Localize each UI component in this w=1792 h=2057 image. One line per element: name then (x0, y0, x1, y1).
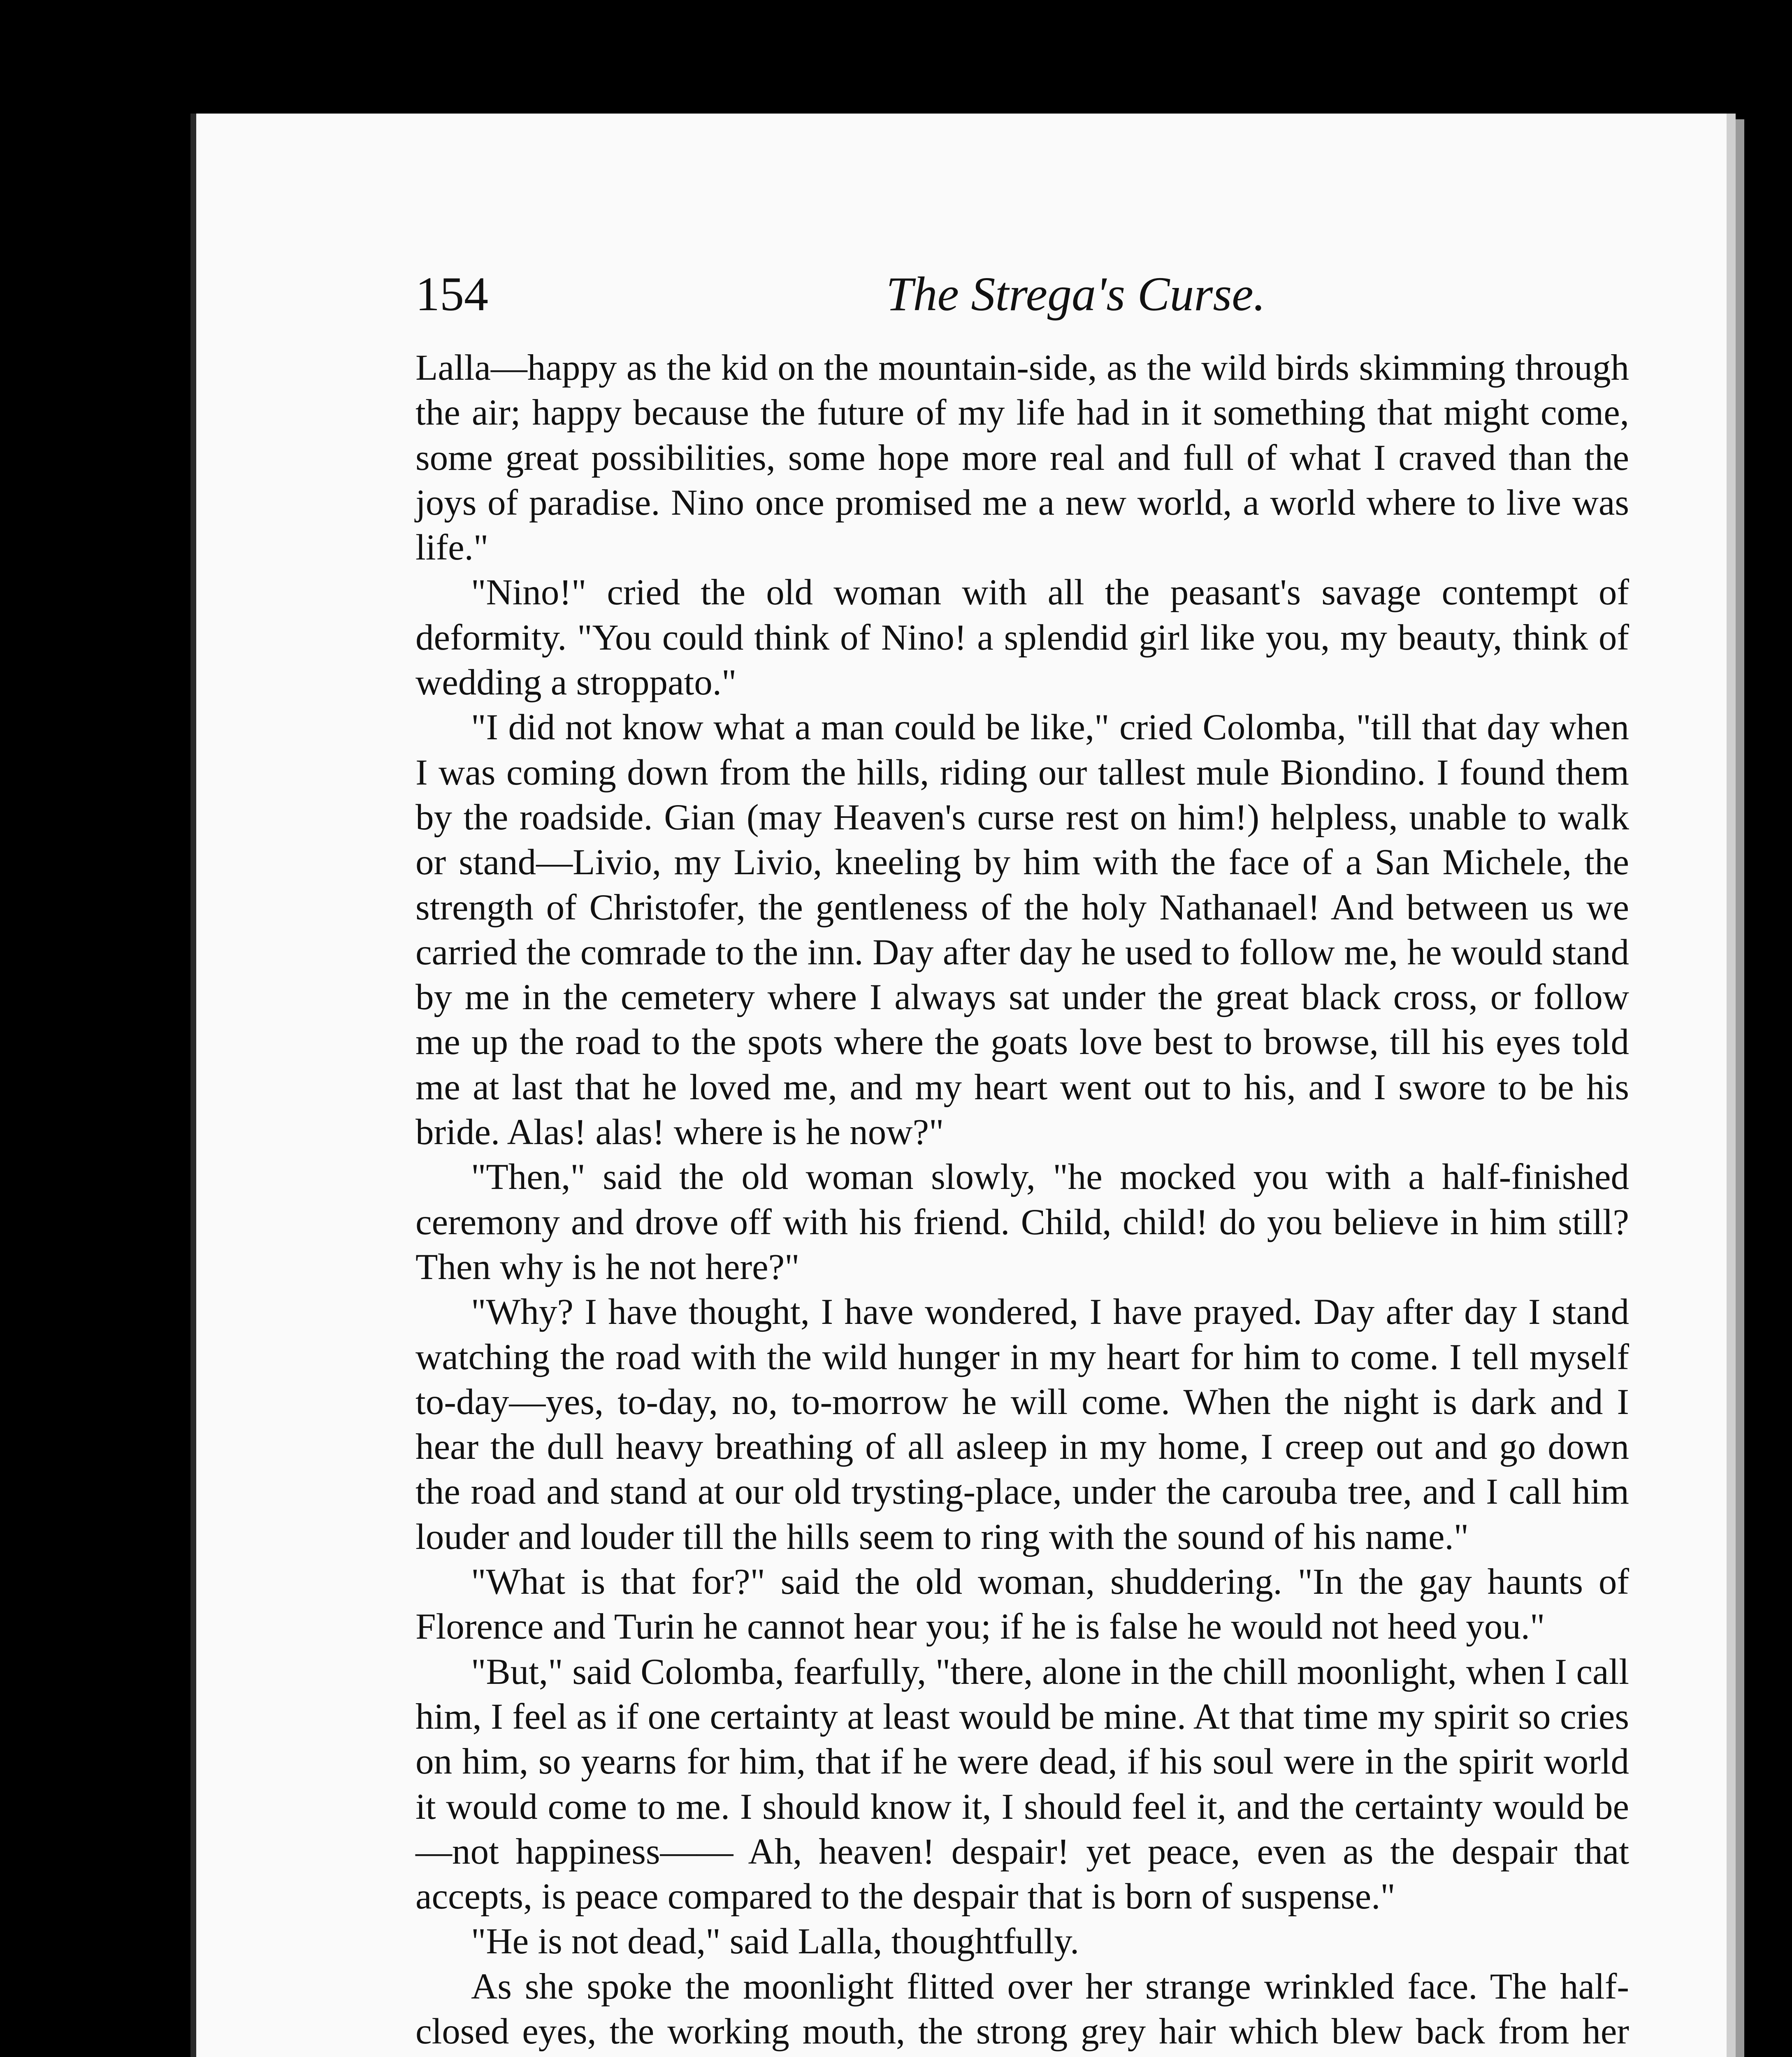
page-number: 154 (416, 267, 488, 321)
paragraph: "Why? I have thought, I have wondered, I have prayed. Day after day I stand watching the road with the wild hunger in my heart for him to come. I tell myself to-day—yes, to-day, no, to-morrow he will come. When the night is dark and I hear the dull heavy breathing of all asleep in my home, I creep out and go down the road and stand at our old trysting-place, under the carouba tree, and I call him louder and louder till the hills seem to ring with the sound of his name." (416, 1292, 1629, 1557)
paragraph: Lalla—happy as the kid on the mountain-side, as the wild birds skimming through the air; happy because the future of my life had in it something that might come, some great possibilities, some hope more real and full of what I craved than the joys of paradise. Nino once promised me a new world, a world where to live was life." (416, 348, 1629, 568)
paragraph: "What is that for?" said the old woman, shuddering. "In the gay haunts of Florence and Turin he cannot hear you; if he is false he would not heed you." (416, 1562, 1629, 1647)
paragraph: "But," said Colomba, fearfully, "there, alone in the chill moonlight, when I call him, I feel as if one certainty at least would be mine. At that time my spirit so cries on him, so yearns for him, that if he were dead, if his soul were in the spirit world it would come to me. I should know it, I should feel it, and the certainty would be—not happiness—— Ah, heaven! despair! yet peace, even as the despair that accepts, is peace compared to the despair that is born of suspense." (416, 1651, 1629, 1917)
running-title: The Strega's Curse. (886, 267, 1266, 321)
paragraph: As she spoke the moonlight flitted over her strange wrinkled face. The half-closed eyes, the working mouth, the strong grey hair which blew back from her (416, 1966, 1629, 2052)
paragraph: "Nino!" cried the old woman with all the peasant's savage contempt of deformity. "You could think of Nino! a splendid girl like you, my beauty, think of wedding a stroppato." (416, 572, 1629, 703)
page-header (416, 255, 1629, 337)
paragraph: "Then," said the old woman slowly, "he mocked you with a half-finished ceremony and drove off with his friend. Child, child! do you believe in him still? Then why is he not here?" (416, 1157, 1629, 1287)
paragraph: "He is not dead," said Lalla, thoughtfully. (471, 1921, 1079, 1962)
body-text (416, 346, 1629, 2057)
paragraph: "I did not know what a man could be like," cried Colomba, "till that day when I was coming down from the hills, riding our tallest mule Biondino. I found them by the roadside. Gian (may Heaven's curse rest on him!) helpless, unable to walk or stand—Livio, my Livio, kneeling by him with the face of a San Michele, the strength of Christofer, the gentleness of the holy Nathanael! And between us we carried the comrade to the inn. Day after day he used to follow me, he would stand by me in the cemetery where I always sat under the great black cross, or follow me up the road to the spots where the goats love best to browse, till his eyes told me at last that he loved me, and my heart went out to his, and I swore to be his bride. Alas! alas! where is he now?" (416, 707, 1629, 1153)
